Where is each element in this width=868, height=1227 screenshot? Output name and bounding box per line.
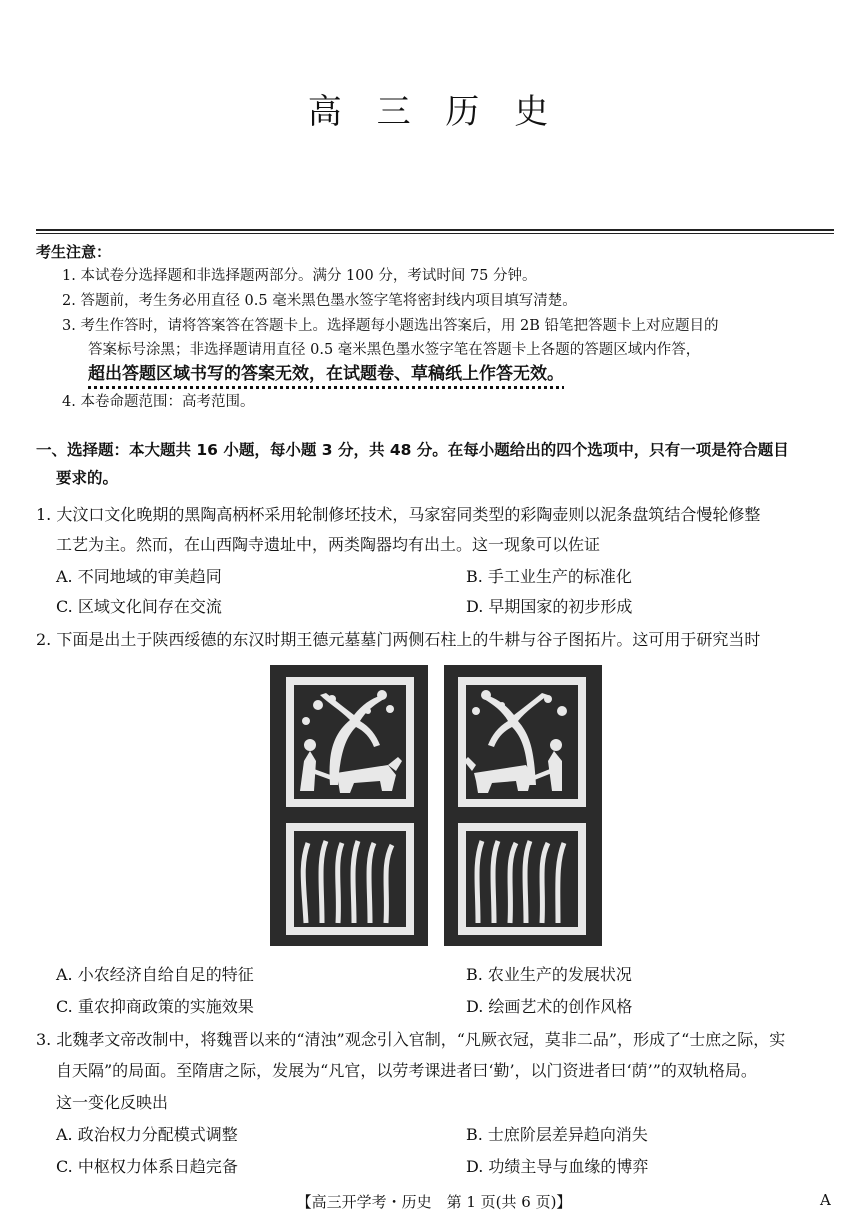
notice-heading: 考生注意： (36, 243, 112, 261)
q1-option-a: A. 不同地域的审美趋同 (56, 567, 222, 586)
q2-option-c: C. 重农抑商政策的实施效果 (56, 997, 254, 1016)
question-3-text-cont: 自天隔”的局面。至隋唐之际，发展为“凡官，以劳考课进者曰‘勤’，以门资进者曰‘荫’”的双轨格局。 (56, 1061, 757, 1080)
top-rule-thick (36, 229, 834, 231)
paper-version-label: A (820, 1191, 831, 1209)
notice-item-3-cont: 答案标号涂黑；非选择题请用直径 0.5 毫米黑色墨水签字笔在答题卡上各题的答题区域内作答， (88, 342, 701, 358)
notice-emphasis: 超出答题区域书写的答案无效，在试题卷、草稿纸上作答无效。 (88, 364, 564, 384)
question-1-text-cont: 工艺为主。然而，在山西陶寺遗址中，两类陶器均有出土。这一现象可以佐证 (56, 535, 601, 554)
notice-item-1: 1. 本试卷分选择题和非选择题两部分。满分 100 分，考试时间 75 分钟。 (62, 268, 537, 284)
page-footer: 【高三开学考・历史 第 1 页(共 6 页)】 (296, 1193, 572, 1211)
q3-option-a: A. 政治权力分配模式调整 (56, 1125, 238, 1144)
question-3-text: 3. 北魏孝文帝改制中，将魏晋以来的“清浊”观念引入官制，“凡厥衣冠，莫非二品”，形成了“士庶之际，实 (36, 1030, 786, 1049)
notice-item-4: 4. 本卷命题范围：高考范围。 (62, 394, 255, 410)
notice-item-3: 3. 考生作答时，请将答案答在答题卡上。选择题每小题选出答案后，用 2B 铅笔把答题卡上对应题目的 (62, 318, 719, 334)
q1-option-d: D. 早期国家的初步形成 (466, 597, 633, 616)
page-title: 高 三 历 史 (307, 92, 561, 132)
section-heading: 一、选择题：本大题共 16 小题，每小题 3 分，共 48 分。在每小题给出的四个选项中，只有一项是符合题目 (36, 441, 789, 459)
ox-plough-millet-rubbing-image (270, 665, 602, 946)
question-1-text: 1. 大汶口文化晚期的黑陶高柄杯采用轮制修坯技术，马家窑同类型的彩陶壶则以泥条盘筑结合慢轮修整 (36, 505, 761, 524)
q3-option-c: C. 中枢权力体系日趋完备 (56, 1157, 238, 1176)
q3-option-d: D. 功绩主导与血缘的博弈 (466, 1157, 649, 1176)
question-3-text-cont-2: 这一变化反映出 (56, 1093, 169, 1112)
q2-option-a: A. 小农经济自给自足的特征 (56, 965, 254, 984)
notice-item-2: 2. 答题前，考生务必用直径 0.5 毫米黑色墨水签字笔将密封线内项目填写清楚。 (62, 293, 577, 309)
q1-option-c: C. 区域文化间存在交流 (56, 597, 222, 616)
question-2-text: 2. 下面是出土于陕西绥德的东汉时期王德元墓墓门两侧石柱上的牛耕与谷子图拓片。这可用于研究当时 (36, 630, 761, 649)
q2-option-b: B. 农业生产的发展状况 (466, 965, 632, 984)
q3-option-b: B. 士庶阶层差异趋向消失 (466, 1125, 648, 1144)
top-rule-thin (36, 233, 834, 234)
q1-option-b: B. 手工业生产的标准化 (466, 567, 632, 586)
q2-option-d: D. 绘画艺术的创作风格 (466, 997, 633, 1016)
section-heading-cont: 要求的。 (56, 469, 119, 487)
